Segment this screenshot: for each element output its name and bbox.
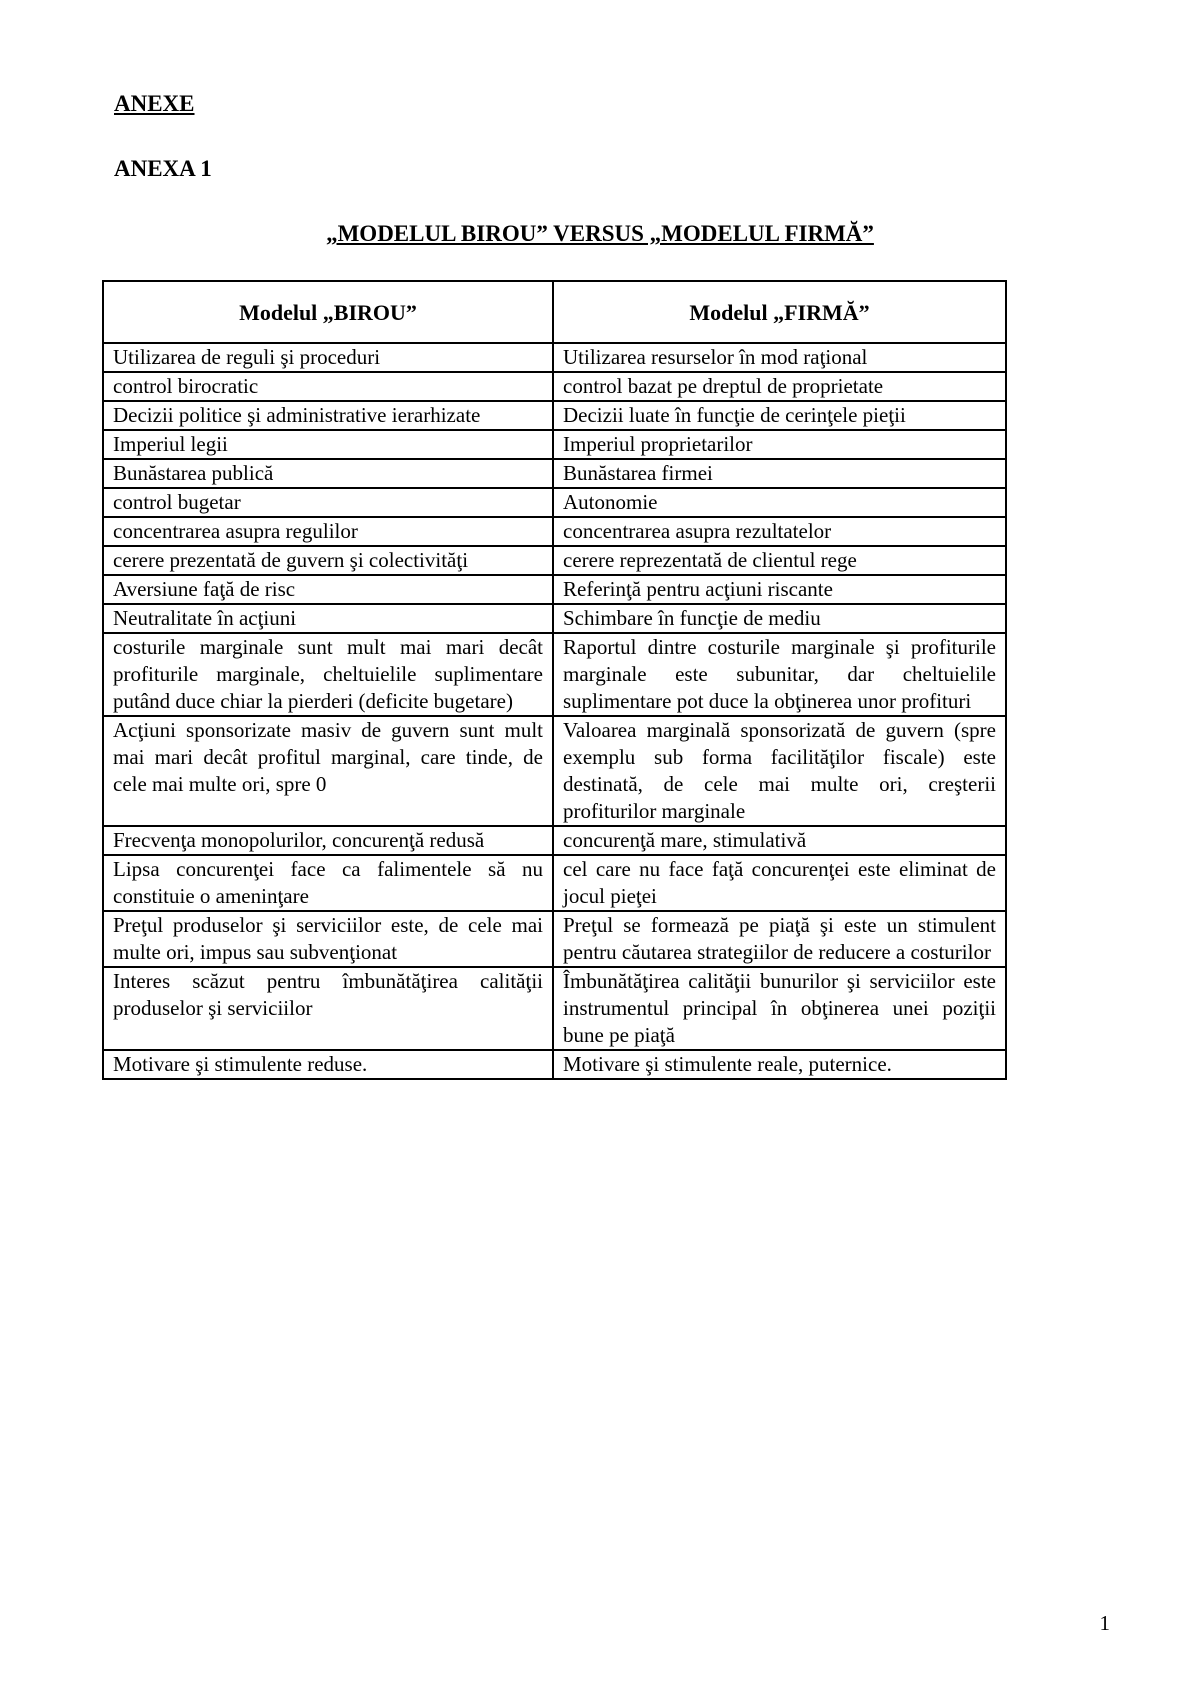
cell-firma: concurenţă mare, stimulativă [553, 826, 1006, 855]
page-number: 1 [1099, 1611, 1110, 1635]
cell-firma: Motivare şi stimulente reale, puternice. [553, 1050, 1006, 1079]
table-row [103, 716, 1006, 826]
cell-firma: Bunăstarea firmei [553, 459, 1006, 488]
cell-birou: Decizii politice şi administrative ierarhizate [103, 401, 553, 430]
cell-birou: Aversiune faţă de risc [103, 575, 553, 604]
document-title: „MODELUL BIROU” VERSUS „MODELUL FIRMĂ” [326, 221, 874, 246]
table-row [103, 855, 1006, 911]
cell-birou: Frecvenţa monopolurilor, concurenţă redusă [103, 826, 553, 855]
table-row [103, 826, 1006, 855]
table-row [103, 517, 1006, 546]
cell-birou: Lipsa concurenţei face ca falimentele să nu constituie o ameninţare [103, 855, 553, 911]
cell-firma: Îmbunătăţirea calităţii bunurilor şi serviciilor este instrumentul principal în obţinerea unei poziţii bune pe piaţă [553, 967, 1006, 1050]
table-header-row [103, 281, 1006, 343]
cell-birou: Motivare şi stimulente reduse. [103, 1050, 553, 1079]
table-row [103, 459, 1006, 488]
cell-firma: control bazat pe dreptul de proprietate [553, 372, 1006, 401]
table-row [103, 430, 1006, 459]
cell-firma: Decizii luate în funcţie de cerinţele pieţii [553, 401, 1006, 430]
cell-birou: costurile marginale sunt mult mai mari decât profiturile marginale, cheltuielile suplimentare putând duce chiar la pierderi (deficite bugetare) [103, 633, 553, 716]
cell-firma: Utilizarea resurselor în mod raţional [553, 343, 1006, 372]
table-row [103, 633, 1006, 716]
cell-birou: Utilizarea de reguli şi proceduri [103, 343, 553, 372]
table-row [103, 967, 1006, 1050]
cell-firma: Raportul dintre costurile marginale şi profiturile marginale este subunitar, dar cheltuielile suplimentare pot duce la obţinerea unor profituri [553, 633, 1006, 716]
comparison-table [102, 280, 1007, 1080]
table-row [103, 911, 1006, 967]
table-row [103, 372, 1006, 401]
cell-firma: Autonomie [553, 488, 1006, 517]
cell-birou: Interes scăzut pentru îmbunătăţirea calităţii produselor şi serviciilor [103, 967, 553, 1050]
cell-birou: Preţul produselor şi serviciilor este, de cele mai multe ori, impus sau subvenţionat [103, 911, 553, 967]
table-row [103, 488, 1006, 517]
cell-firma: cel care nu face faţă concurenţei este eliminat de jocul pieţei [553, 855, 1006, 911]
cell-birou: control bugetar [103, 488, 553, 517]
cell-firma: cerere reprezentată de clientul rege [553, 546, 1006, 575]
cell-birou: Bunăstarea publică [103, 459, 553, 488]
cell-firma: Imperiul proprietarilor [553, 430, 1006, 459]
cell-firma: Valoarea marginală sponsorizată de guvern (spre exemplu sub forma facilităţilor fiscale) este destinată, de cele mai multe ori, creşterii profiturilor marginale [553, 716, 1006, 826]
table-row [103, 575, 1006, 604]
cell-birou: cerere prezentată de guvern şi colectivităţi [103, 546, 553, 575]
cell-firma: Preţul se formează pe piaţă şi este un stimulent pentru căutarea strategiilor de reducere a costurilor [553, 911, 1006, 967]
cell-firma: Schimbare în funcţie de mediu [553, 604, 1006, 633]
column-header-birou: Modelul „BIROU” [103, 281, 553, 343]
cell-firma: Referinţă pentru acţiuni riscante [553, 575, 1006, 604]
column-header-firma: Modelul „FIRMĂ” [553, 281, 1006, 343]
annex-heading: ANEXE [114, 91, 195, 116]
cell-firma: concentrarea asupra rezultatelor [553, 517, 1006, 546]
table-row [103, 1050, 1006, 1079]
cell-birou: control birocratic [103, 372, 553, 401]
cell-birou: Neutralitate în acţiuni [103, 604, 553, 633]
table-row [103, 343, 1006, 372]
cell-birou: Imperiul legii [103, 430, 553, 459]
table-row [103, 604, 1006, 633]
cell-birou: concentrarea asupra regulilor [103, 517, 553, 546]
table-row [103, 546, 1006, 575]
cell-birou: Acţiuni sponsorizate masiv de guvern sunt mult mai mari decât profitul marginal, care tinde, de cele mai multe ori, spre 0 [103, 716, 553, 826]
table-row [103, 401, 1006, 430]
annex-number-heading: ANEXA 1 [114, 156, 212, 181]
